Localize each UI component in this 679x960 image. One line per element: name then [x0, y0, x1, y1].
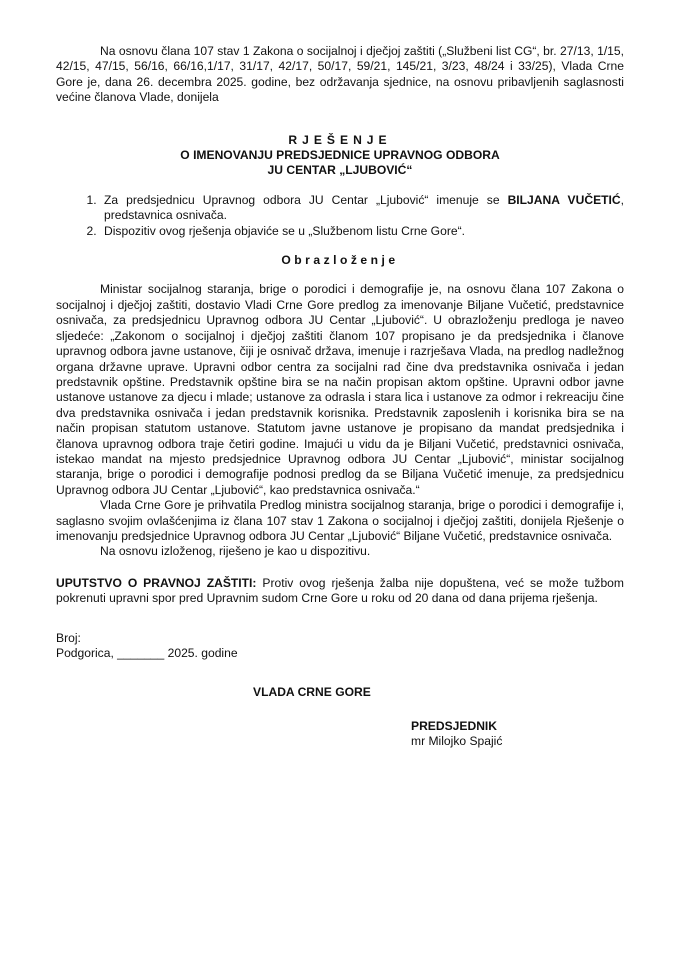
document-page	[56, 44, 624, 750]
reasoning-paragraph: Vlada Crne Gore je prihvatila Predlog ministra socijalnog staranja, brige o porodici i demografije i, saglasno svojim ovlašćenjima iz člana 107 stav 1 Zakona o socijalnoj i dječjoj zaštiti, donijela Rješenje o imenovanju predsjednice Upravnog odbora JU Centar „Ljubović“ Biljane Vučetić, predstavnice osnivača.	[56, 498, 624, 543]
title-line-3: JU CENTAR „LJUBOVIĆ“	[267, 163, 413, 178]
dispositive-item-1-suffix: , predstavnica osnivača.	[104, 192, 624, 223]
dispositive-item-1-text: Za predsjednicu Upravnog odbora JU Centar „Ljubović“ imenuje se	[104, 192, 508, 207]
reasoning-section	[56, 282, 624, 559]
place-date: Podgorica, _______ 2025. godine	[56, 646, 238, 660]
dispositive-item-2-text: Dispozitiv ovog rješenja objaviće se u „Službenom listu Crne Gore“.	[104, 223, 465, 238]
reasoning-paragraph: Na osnovu izloženog, riješeno je kao u dispozitivu.	[100, 544, 371, 559]
reasoning-paragraph: Ministar socijalnog staranja, brige o porodici i demografije je, na osnovu člana 107 Zakona o socijalnoj i dječjoj zaštiti, dostavio Vladi Crne Gore predlog za imenovanje Biljane Vučetić, predstavnice osnivača, za predsjednicu Upravnog odbora JU Centar „Ljubović“. U obrazloženju predloga je naveo sljedeće: „Zakonom o socijalnoj i dječjoj zaštiti članom 107 propisano je da predsjednika i članove upravnog odbora javne ustanove, čiji je osnivač država, imenuje i razrješava Vlada, na predlog nadležnog organa državne uprave. Upravni odbor centra za socijalni rad čine dva predstavnika osnivača i jedan predstavnik opštine. Predstavnik opštine bira se na način propisan aktom opštine. Upravni odbor javne ustanove ustanove za djecu i mlade; ustanove za odrasla i stara lica i ustanove za odmor i rekreaciju čine dva predstavnika osnivača i jedan predstavnik korisnika. Predstavnik zaposlenih i korisnika bira se na način propisan statutom ustanove. Statutom javne ustanove je propisano da mandat predsjednika i članova upravnog odbora traje četiri godine. Imajući u vidu da je Biljani Vučetić, predstavnici osnivača, istekao mandat na mjesto predsjednice Upravnog odbora JU Centar „Ljubović“, ministar socijalnog staranja, brige o porodici i demografije podnosi predlog da se Biljana Vučetić imenuje, za predsjednicu Upravnog odbora JU Centar „Ljubović“, kao predstavnica osnivača.“	[56, 282, 624, 497]
dispositive-item	[100, 193, 624, 224]
signature-block	[411, 719, 624, 750]
signer-name: mr Milojko Spajić	[411, 734, 503, 749]
reference-block	[56, 631, 624, 662]
reasoning-heading: Obrazloženje	[281, 253, 399, 268]
decision-title	[56, 133, 624, 179]
appointee-name: BILJANA VUČETIĆ	[507, 192, 621, 207]
dispositive-list	[56, 193, 624, 239]
reference-number: Broj:	[56, 630, 81, 645]
title-line-2: O IMENOVANJU PREDSJEDNICE UPRAVNOG ODBORA	[180, 148, 500, 163]
issuer-name: VLADA CRNE GORE	[253, 685, 371, 700]
legal-remedy-text: Protiv ovog rješenja žalba nije dopuštena, već se može tužbom pokrenuti upravni spor pred Upravnim sudom Crne Gore u roku od 20 dana od dana prijema rješenja.	[56, 575, 624, 606]
title-line-1: RJEŠENJE	[288, 132, 392, 147]
signer-role: PREDSJEDNIK	[411, 718, 498, 733]
legal-remedy-label: UPUTSTVO O PRAVNOJ ZAŠTITI:	[56, 575, 257, 590]
intro-paragraph: Na osnovu člana 107 stav 1 Zakona o socijalnoj i dječjoj zaštiti („Službeni list CG“, br. 27/13, 1/15, 42/15, 47/15, 56/16, 66/16,1/17, 31/17, 42/17, 50/17, 59/21, 145/21, 3/23, 48/24 i 33/25), Vlada Crne Gore je, dana 26. decembra 2025. godine, bez održavanja sjednice, na osnovu pribavljenih saglasnosti većine članova Vlade, donijela	[56, 44, 624, 105]
legal-remedy	[56, 576, 624, 607]
dispositive-item	[100, 224, 624, 239]
